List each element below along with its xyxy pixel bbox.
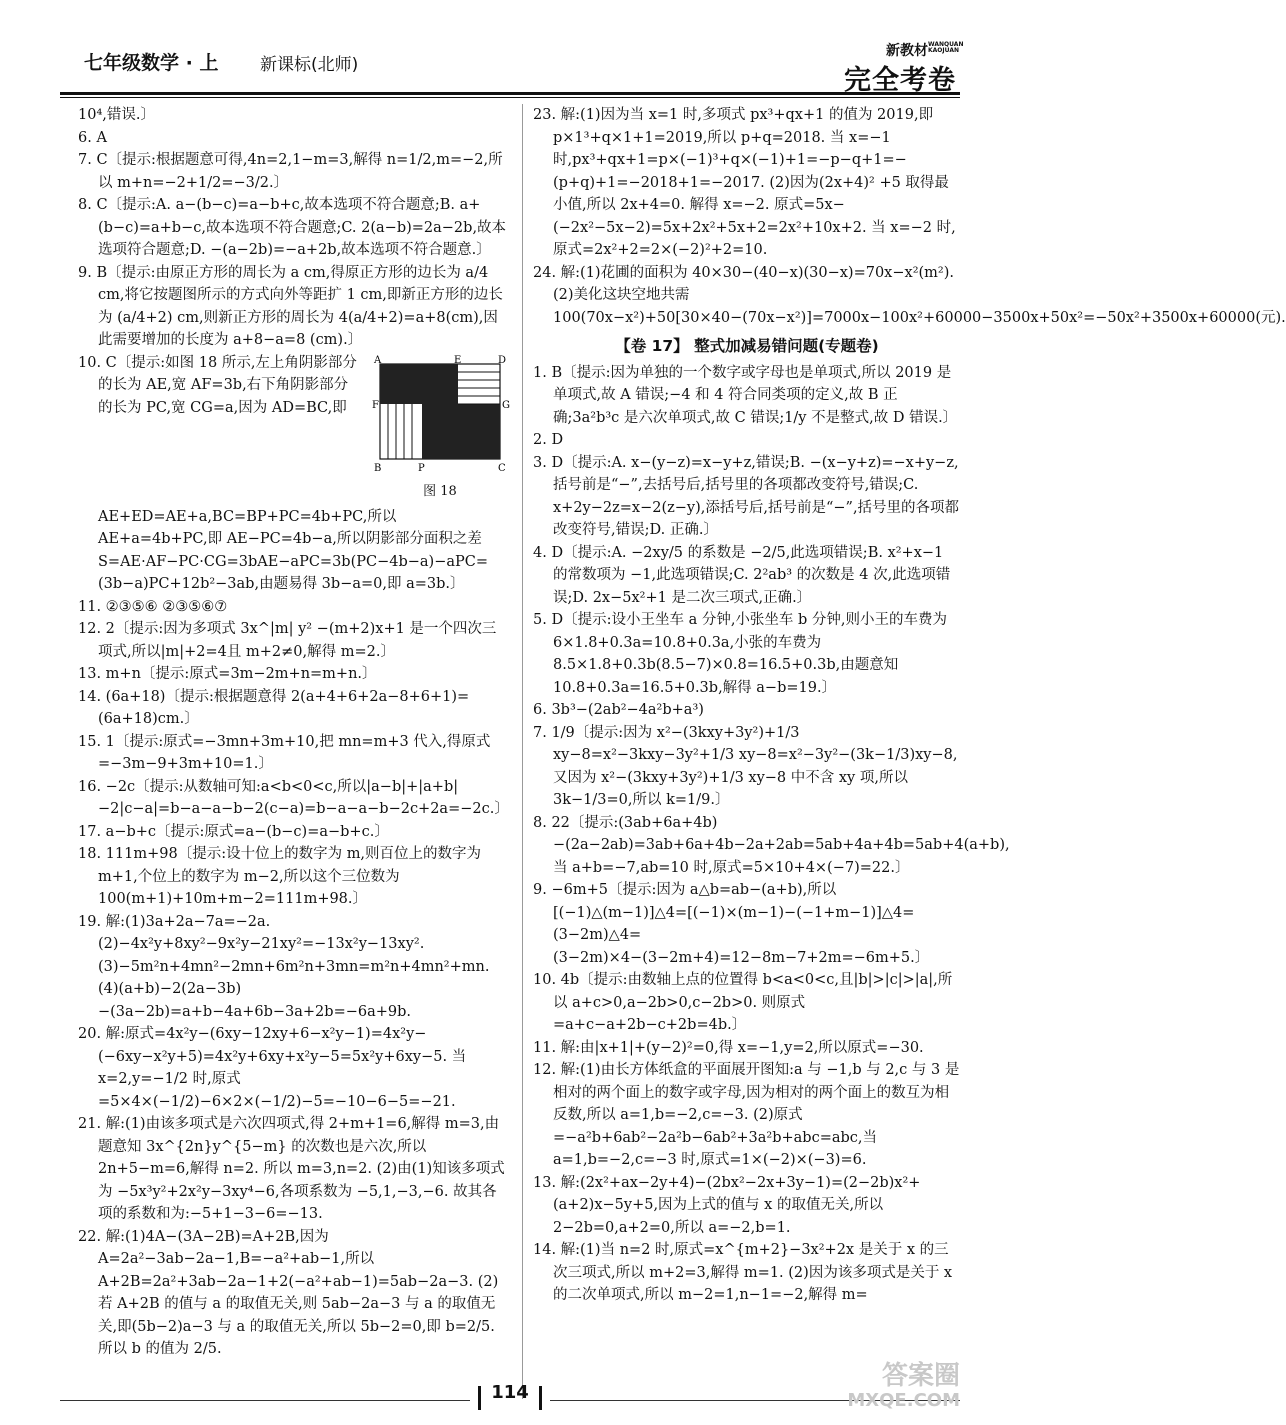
figure-18 [370,354,510,504]
answer-item: 3. D〔提示:A. x−(y−z)=x−y+z,错误;B. −(x−y+z)=−x+y−z,括号前是“−”,去括号后,括号里的各项都改变符号,错误;C. x+2y−2z=x−2(z−y),添括号后,括号前是“−”,括号里的各项都改变符号,错误;D. 正确.〕 [533,454,960,538]
label-A: A [374,354,382,366]
answer-item: 11. ②③⑤⑥ ②③⑤⑥⑦ [78,598,228,615]
answer-item: 8. 22〔提示:(3ab+6a+4b)−(2a−2ab)=3ab+6a+4b−2a+2ab=5ab+4a+4b=5ab+4(a+b),当 a+b=−7,ab=10 时,原式=5×10+4×(−7)=22.〕 [533,814,1010,876]
answer-item: 12. 2〔提示:因为多项式 3x^|m| y² −(m+2)x+1 是一个四次三项式,所以|m|+2=4且 m+2≠0,解得 m=2.〕 [78,621,497,660]
answer-item: 20. 解:原式=4x²y−(6xy−12xy+6−x²y−1)=4x²y−(−6xy−x²y+5)=4x²y+6xy+x²y−5=5x²y+6xy−5. 当 x=2,y=−1/2 时,原式=5×4×(−1/2)−6×2×(−1/2)−5=−10−6−5=−21. [78,1026,467,1110]
brand-roman: WANQUAN KAOJUAN [928,41,964,54]
answer-item: 7. 1/9〔提示:因为 x²−(3kxy+3y²)+1/3 xy−8=x²−3kxy−3y²+1/3 xy−8=x²−3y²−(3k−1/3)xy−8,又因为 x²−(3kxy+3y²)+1/3 xy−8 中不含 xy 项,所以 3k−1/3=0,所以 k=1/9.〕 [533,724,958,808]
page-footer [60,1382,960,1412]
answer-item: 14. 解:(1)当 n=2 时,原式=x^{m+2}−3x²+2x 是关于 x 的三次三项式,所以 m+2=3,解得 m=1. (2)因为该多项式是关于 x 的二次单项式,所以 m−2=1,n−1=−2,解得 m= [533,1242,953,1303]
answer-item: 6. 3b³−(2ab²−4a²b+a³) [533,702,704,718]
answer-item: 16. −2c〔提示:从数轴可知:a<b<0<c,所以|a−b|+|a+b|−2|c−a|=b−a−a−b−2(c−a)=b−a−a−b−2c+2a=−2c.〕 [78,778,509,817]
answer-item: 4. D〔提示:A. −2xy/5 的系数是 −2/5,此选项错误;B. x²+x−1 的常数项为 −1,此选项错误;C. 2²ab³ 的次数是 4 次,此选项错误;D. 2x−5x²+1 是二次三项式,正确.〕 [533,544,951,606]
answer-item: 8. C〔提示:A. a−(b−c)=a−b+c,故本选项不符合题意;B. a+(b−c)=a+b−c,故本选项不符合题意;C. 2(a−b)=2a−2b,故本选项符合题意;D. −(a−2b)=−a+2b,故本选项不符合题意.〕 [78,197,507,258]
book-title: 七年级数学 · 上 [84,52,219,74]
left-column [78,104,510,1361]
right-column [533,104,1286,1307]
answer-item: 9. −6m+5〔提示:因为 a△b=ab−(a+b),所以[(−1)△(m−1)]△4=[(−1)×(m−1)−(−1+m−1)]△4=(3−2m)△4=(3−2m)×4−(3−2m+4)=12−8m−7+2m=−6m+5.〕 [533,882,930,966]
answer-item: 17. a−b+c〔提示:原式=a−(b−c)=a−b+c.〕 [78,823,389,840]
watermark-logo: 答案圈 [881,1361,960,1391]
label-G: G [502,399,510,411]
answer-item: 7. C〔提示:根据题意可得,4n=2,1−m=3,解得 n=1/2,m=−2,所以 m+n=−2+1/2=−3/2.〕 [78,152,503,191]
answer-item: 10. C〔提示:如图 18 所示,左上角阴影部分的长为 AE,宽 AF=3b,右下角阴影部分的长为 PC,宽 CG=a,因为 AD=BC,即 AE+ED=AE+a,BC=BP+PC=4b+PC,所以 AE+a=4b+PC,即 AE−PC=4b−a,所以阴影部分面积之差 S=AE·AF−PC·CG=3bAE−aPC=3b(PC−4b−a)−aPC=(3b−a)PC+12b²−3ab,由题易得 3b−a=0,即 a=3b.〕 [78,354,488,592]
answer-item: 13. 解:(2x²+ax−2y+4)−(2bx²−2x+3y−1)=(2−2b)x²+(a+2)x−5y+5,因为上式的值与 x 的取值无关,所以 2−2b=0,a+2=0,所以 a=−2,b=1. [533,1174,921,1236]
label-E: E [454,354,462,366]
answer-item: 1. B〔提示:因为单独的一个数字或字母也是单项式,所以 2019 是单项式,故 A 错误;−4 和 4 符合同类项的定义,故 B 正确;3a²b³c 是六次单项式,故 C 错误;1/y 不是整式,故 D 错误.〕 [533,364,958,426]
page-header [60,40,964,96]
answer-item: 15. 1〔提示:原式=−3mn+3m+10,把 mn=m+3 代入,得原式=−3m−9+3m+10=1.〕 [78,733,491,772]
label-B: B [374,462,382,474]
answer-item: 22. 解:(1)4A−(3A−2B)=A+2B,因为 A=2a²−3ab−2a−1,B=−a²+ab−1,所以 A+2B=2a²+3ab−2a−1+2(−a²+ab−1)=5ab−2a−3. (2)若 A+2B 的值与 a 的取值无关,则 5ab−2a−3 与 a 的取值无关,即(5b−2)a−3 与 a 的取值无关,所以 5b−2=0,即 b=2/5. 所以 b 的值为 2/5. [78,1228,499,1357]
answer-item: 21. 解:(1)由该多项式是六次四项式,得 2+m+1=6,解得 m=3,由题意知 3x^{2n}y^{5−m} 的次数也是六次,所以 2n+5−m=6,解得 n=2. 所以 m=3,n=2. (2)由(1)知该多项式为 −5x³y²+2x²y−3xy⁴−6,各项系数为 −5,1,−3,−6. 故其各项的系数和为:−5+1−3−6=−13. [78,1116,505,1222]
answer-item: 11. 解:由|x+1|+(y−2)²=0,得 x=−1,y=2,所以原式=−30. [533,1039,924,1056]
header-rule [60,92,960,95]
answer-item: 10. 4b〔提示:由数轴上点的位置得 b<a<0<c,且|b|>|c|>|a|,所以 a+c>0,a−2b>0,c−2b>0. 则原式=a+c−a+2b−c+2b=4b.〕 [533,972,953,1033]
answer-item: 13. m+n〔提示:原式=3m−2m+n=m+n.〕 [78,666,377,682]
footer-rule-left [60,1400,470,1401]
label-F: F [372,399,379,411]
page-number: 114 [491,1382,529,1403]
column-divider [522,104,523,1399]
book-subtitle: 新课标(北师) [260,55,359,75]
section-title: 【卷 17】 整式加减易错问题(专题卷) [615,337,879,355]
label-D: D [498,354,507,366]
answer-item: 12. 解:(1)由长方体纸盒的平面展开图知:a 与 −1,b 与 2,c 与 3 是相对的两个面上的数字或字母,因为相对的两个面上的数互为相反数,所以 a=1,b=−2,c=−3. (2)原式=−a²b+6ab²−2a²b−6ab²+3a²b+abc=abc,当 a=1,b=−2,c=−3 时,原式=1×(−2)×(−3)=6. [533,1062,960,1168]
answer-item: 10⁴,错误.〕 [78,107,155,123]
answer-item: 5. D〔提示:设小王坐车 a 分钟,小张坐车 b 分钟,则小王的车费为 6×1.8+0.3a=10.8+0.3a,小张的车费为 8.5×1.8+0.3b(8.5−7)×0.8=16.5+0.3b,由题意知 10.8+0.3a=16.5+0.3b,解得 a−b=19.〕 [533,612,948,696]
brand-logo: 完全考卷 [844,65,956,96]
figure-18-diagram [370,354,510,474]
brand-small: 新教材 [886,43,928,59]
label-C: C [498,462,506,474]
answer-item: 18. 111m+98〔提示:设十位上的数字为 m,则百位上的数字为 m+1,个位上的数字为 m−2,所以这个三位数为 100(m+1)+10m+m−2=111m+98.〕 [78,846,482,907]
answer-item: 6. A [78,129,107,146]
answer-item: 2. D [533,432,564,448]
answer-item: 14. (6a+18)〔提示:根据题意得 2(a+4+6+2a−8+6+1)=(6a+18)cm.〕 [78,688,470,727]
page-number-bar-right [539,1386,542,1410]
answer-item: 24. 解:(1)花圃的面积为 40×30−(40−x)(30−x)=70x−x²(m²). (2)美化这块空地共需 100(70x−x²)+50[30×40−(70x−x²)]=7000x−100x²+60000−3500x+50x²=−50x²+3500x+60000(元). [533,264,1286,326]
answer-item: 9. B〔提示:由原正方形的周长为 a cm,得原正方形的边长为 a/4 cm,将它按题图所示的方式向外等距扩 1 cm,即新正方形的边长为 (a/4+2) cm,则新正方形的周长为 4(a/4+2)=a+8(cm),因此需要增加的长度为 a+8−a=8 (cm).〕 [78,264,503,348]
answer-item: 23. 解:(1)因为当 x=1 时,多项式 px³+qx+1 的值为 2019,即 p×1³+q×1+1=2019,所以 p+q=2018. 当 x=−1 时,px³+qx+1=p×(−1)³+q×(−1)+1=−p−q+1=−(p+q)+1=−2018+1=−2017. (2)因为(2x+4)² +5 取得最小值,所以 2x+4=0. 解得 x=−2. 原式=5x−(−2x²−5x−2)=5x+2x²+5x+2=2x²+10x+2. 当 x=−2 时,原式=2x²+2=2×(−2)²+2=10. [533,107,956,258]
answer-item: 19. 解:(1)3a+2a−7a=−2a. (2)−4x²y+8xy²−9x²y−21xy²=−13x²y−13xy². (3)−5m²n+4mn²−2mn+6m²n+3mn=m²n+4mn²+mn. (4)(a+b)−2(2a−3b)−(3a−2b)=a+b−4a+6b−3a+2b=−6a+9b. [78,913,490,1020]
label-P: P [418,462,425,474]
figure-caption: 图 18 [423,484,457,499]
header-rule-thin [60,97,960,98]
watermark-url: MXQE.COM [847,1390,960,1411]
